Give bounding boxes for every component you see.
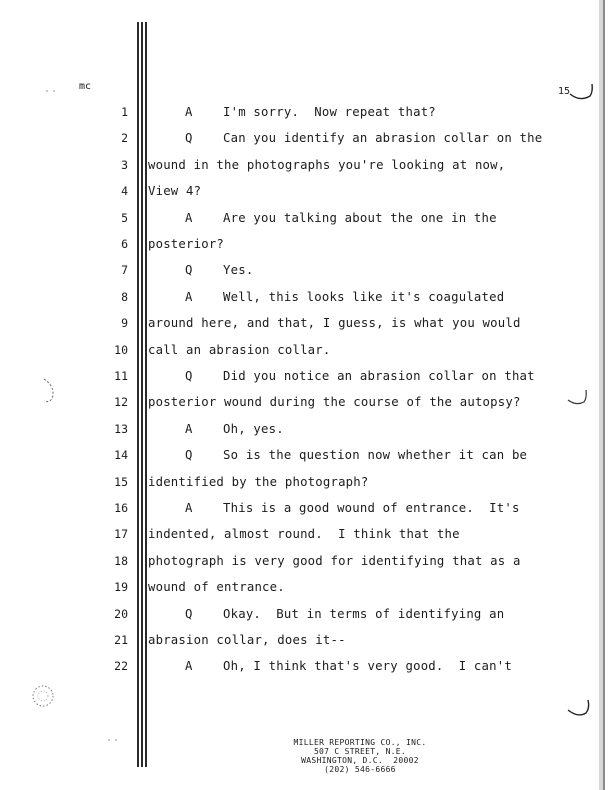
line-text: Q Yes. <box>185 263 254 278</box>
line-number: 11 <box>114 369 128 383</box>
transcript-line <box>0 131 612 149</box>
transcript-line <box>0 527 612 545</box>
corner-mark-top <box>568 82 596 104</box>
line-number: 21 <box>114 633 128 647</box>
transcript-line <box>0 184 612 202</box>
line-text: posterior wound during the course of the autopsy? <box>148 395 521 410</box>
scan-speck <box>44 88 64 94</box>
transcript-line <box>0 422 612 440</box>
line-number: 15 <box>114 474 128 489</box>
transcript-line <box>0 158 612 176</box>
line-text: A Oh, I think that's very good. I can't <box>185 659 512 674</box>
line-number: 16 <box>114 501 128 515</box>
transcript-line <box>0 475 612 493</box>
line-number: 10 <box>114 342 128 357</box>
line-number: 17 <box>114 527 128 542</box>
transcript-line <box>0 290 612 308</box>
transcript-line <box>0 395 612 413</box>
line-number: 12 <box>114 395 128 410</box>
footer-city: WASHINGTON, D.C. 20002 <box>301 756 419 765</box>
line-text: call an abrasion collar. <box>148 342 331 357</box>
transcript-line <box>0 316 612 334</box>
line-text: photograph is very good for identifying that as a <box>148 553 521 568</box>
line-text: Q Did you notice an abrasion collar on that <box>185 369 535 383</box>
line-text: A This is a good wound of entrance. It's <box>185 501 520 515</box>
footer-company: MILLER REPORTING CO., INC. <box>293 738 427 747</box>
transcript-line <box>0 105 612 123</box>
reporter-footer <box>280 738 440 774</box>
transcript-line <box>0 343 612 361</box>
page-number: 15 <box>558 86 571 97</box>
line-number: 22 <box>114 659 128 674</box>
line-number: 4 <box>121 184 128 199</box>
footer-street: 507 C STREET, N.E. <box>313 747 407 756</box>
corner-mark-bottom <box>566 698 592 722</box>
line-text: Q So is the question now whether it can be <box>185 448 528 463</box>
line-text: A Well, this looks like it's coagulated <box>185 289 505 304</box>
line-text: Q Okay. But in terms of identifying an <box>185 606 505 621</box>
line-text: wound of entrance. <box>148 580 285 595</box>
line-number: 2 <box>121 131 128 146</box>
line-number: 18 <box>114 553 128 568</box>
transcript-line <box>0 263 612 281</box>
line-number: 6 <box>121 237 128 251</box>
line-number: 8 <box>121 289 128 304</box>
transcript-line <box>0 501 612 519</box>
line-number: 13 <box>114 421 128 436</box>
line-text: indented, almost round. I think that the <box>148 527 460 542</box>
corner-mark-mid <box>566 388 590 410</box>
line-text: abrasion collar, does it-- <box>148 633 346 647</box>
line-number: 7 <box>121 263 128 278</box>
transcript-line <box>0 659 612 677</box>
line-text: View 4? <box>148 184 202 199</box>
line-number: 20 <box>114 606 128 621</box>
line-number: 1 <box>121 105 128 119</box>
line-number: 5 <box>121 210 128 225</box>
line-text: Q Can you identify an abrasion collar on the <box>185 131 543 146</box>
line-number: 14 <box>114 448 128 463</box>
line-text: wound in the photographs you're looking at now, <box>148 157 506 172</box>
transcript-line <box>0 633 612 651</box>
transcript-line <box>0 237 612 255</box>
line-number: 3 <box>121 157 128 172</box>
punch-hole-mark-upper <box>40 375 60 405</box>
line-text: A Oh, yes. <box>185 421 284 436</box>
transcript-line <box>0 369 612 387</box>
line-number: 9 <box>121 316 128 331</box>
line-text: A Are you talking about the one in the <box>185 210 497 225</box>
line-text: A I'm sorry. Now repeat that? <box>185 105 436 119</box>
transcript-line <box>0 448 612 466</box>
transcript-line <box>0 607 612 625</box>
transcript-line <box>0 580 612 598</box>
line-number: 19 <box>114 580 128 595</box>
footer-phone: (202) 546-6666 <box>324 765 396 774</box>
line-text: around here, and that, I guess, is what you would <box>148 316 521 331</box>
punch-hole-mark-lower <box>28 682 58 710</box>
transcript-line <box>0 211 612 229</box>
transcript-line <box>0 554 612 572</box>
reporter-initials: mc <box>79 81 92 92</box>
scan-speck-bottom <box>106 737 126 743</box>
line-text: identified by the photograph? <box>148 474 369 489</box>
line-text: posterior? <box>148 237 225 251</box>
